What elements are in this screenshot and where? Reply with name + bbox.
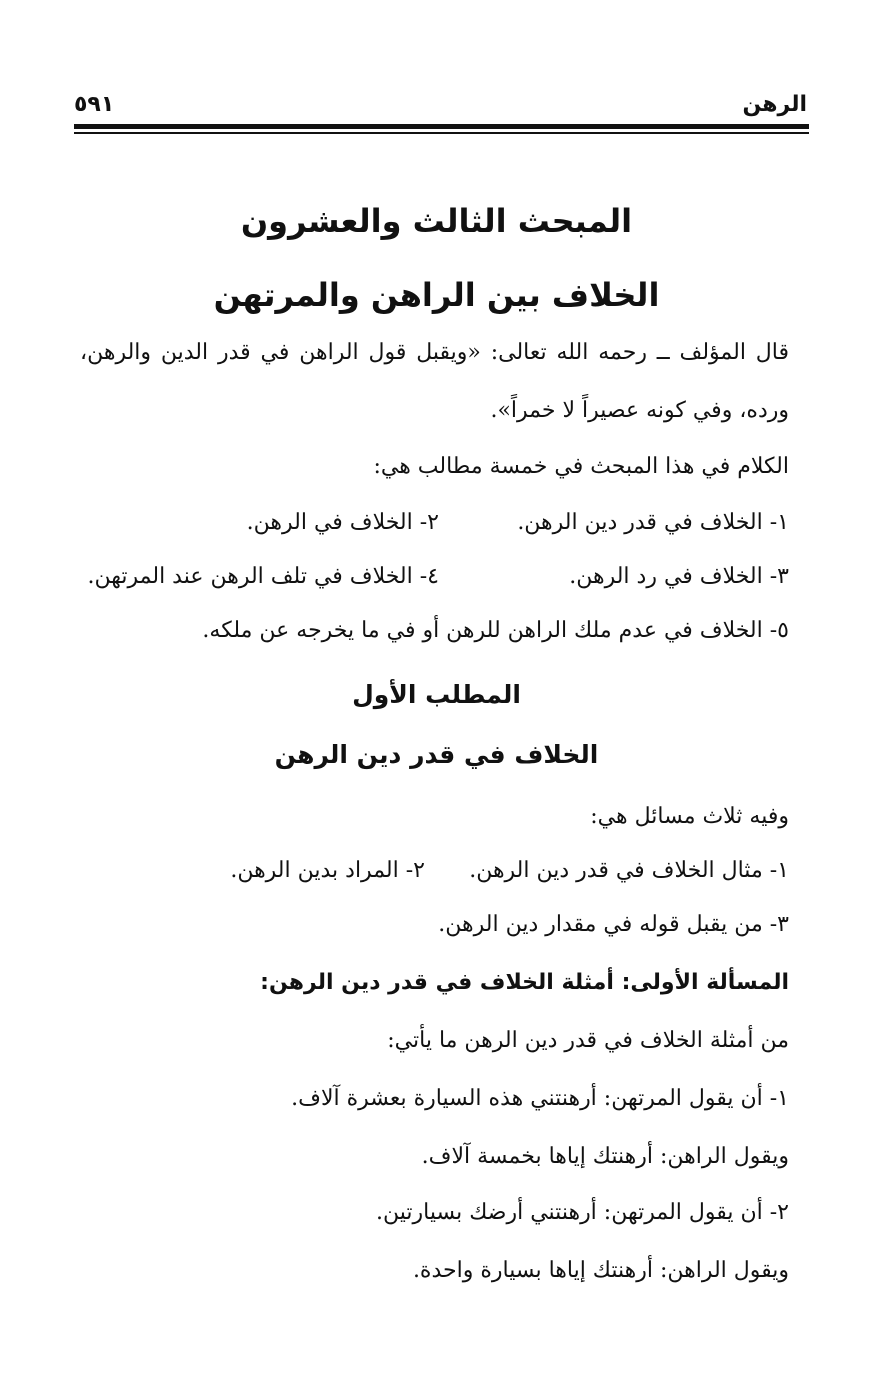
demand-item-1: ١- الخلاف في قدر دين الرهن. bbox=[517, 510, 789, 535]
demand-item-3: ٣- الخلاف في رد الرهن. bbox=[569, 564, 789, 589]
demand-number-heading: المطلب الأول bbox=[352, 680, 521, 709]
demand-item-4: ٤- الخلاف في تلف الرهن عند المرتهن. bbox=[87, 564, 439, 589]
issue-item-2: ٢- المراد بدين الرهن. bbox=[230, 858, 425, 883]
quote-line-1: قال المؤلف ــ رحمه الله تعالى: «ويقبل قول الراهن في قدر الدين والرهن، bbox=[80, 340, 789, 365]
issue-one-title: المسألة الأولى: أمثلة الخلاف في قدر دين الرهن: bbox=[260, 970, 789, 995]
demand-title-heading: الخلاف في قدر دين الرهن bbox=[274, 740, 599, 769]
demand-item-5: ٥- الخلاف في عدم ملك الراهن للرهن أو في ما يخرجه عن ملكه. bbox=[202, 618, 789, 643]
example-line-3: ٢- أن يقول المرتهن: أرهنتني أرضك بسيارتين. bbox=[376, 1200, 789, 1225]
demand-item-2: ٢- الخلاف في الرهن. bbox=[246, 510, 439, 535]
running-header bbox=[74, 88, 807, 122]
issue-item-1: ١- مثال الخلاف في قدر دين الرهن. bbox=[469, 858, 789, 883]
issues-intro: وفيه ثلاث مسائل هي: bbox=[590, 804, 789, 829]
example-line-1: ١- أن يقول المرتهن: أرهنتني هذه السيارة بعشرة آلاف. bbox=[291, 1086, 789, 1111]
quote-line-2: ورده، وفي كونه عصيراً لا خمراً». bbox=[490, 398, 789, 423]
issue-one-intro: من أمثلة الخلاف في قدر دين الرهن ما يأتي: bbox=[387, 1028, 789, 1053]
running-header-title: الرهن bbox=[742, 92, 807, 117]
page-number: ٥٩١ bbox=[74, 92, 115, 117]
talk-intro: الكلام في هذا المبحث في خمسة مطالب هي: bbox=[373, 454, 789, 479]
section-title-heading: الخلاف بين الراهن والمرتهن bbox=[213, 276, 660, 314]
example-line-2: ويقول الراهن: أرهنتك إياها بخمسة آلاف. bbox=[421, 1144, 789, 1169]
header-rule-thin bbox=[74, 132, 809, 134]
example-line-4: ويقول الراهن: أرهنتك إياها بسيارة واحدة. bbox=[412, 1258, 789, 1283]
issue-item-3: ٣- من يقبل قوله في مقدار دين الرهن. bbox=[438, 912, 789, 937]
section-number-heading: المبحث الثالث والعشرون bbox=[240, 202, 633, 240]
header-rule-thick bbox=[74, 124, 809, 129]
